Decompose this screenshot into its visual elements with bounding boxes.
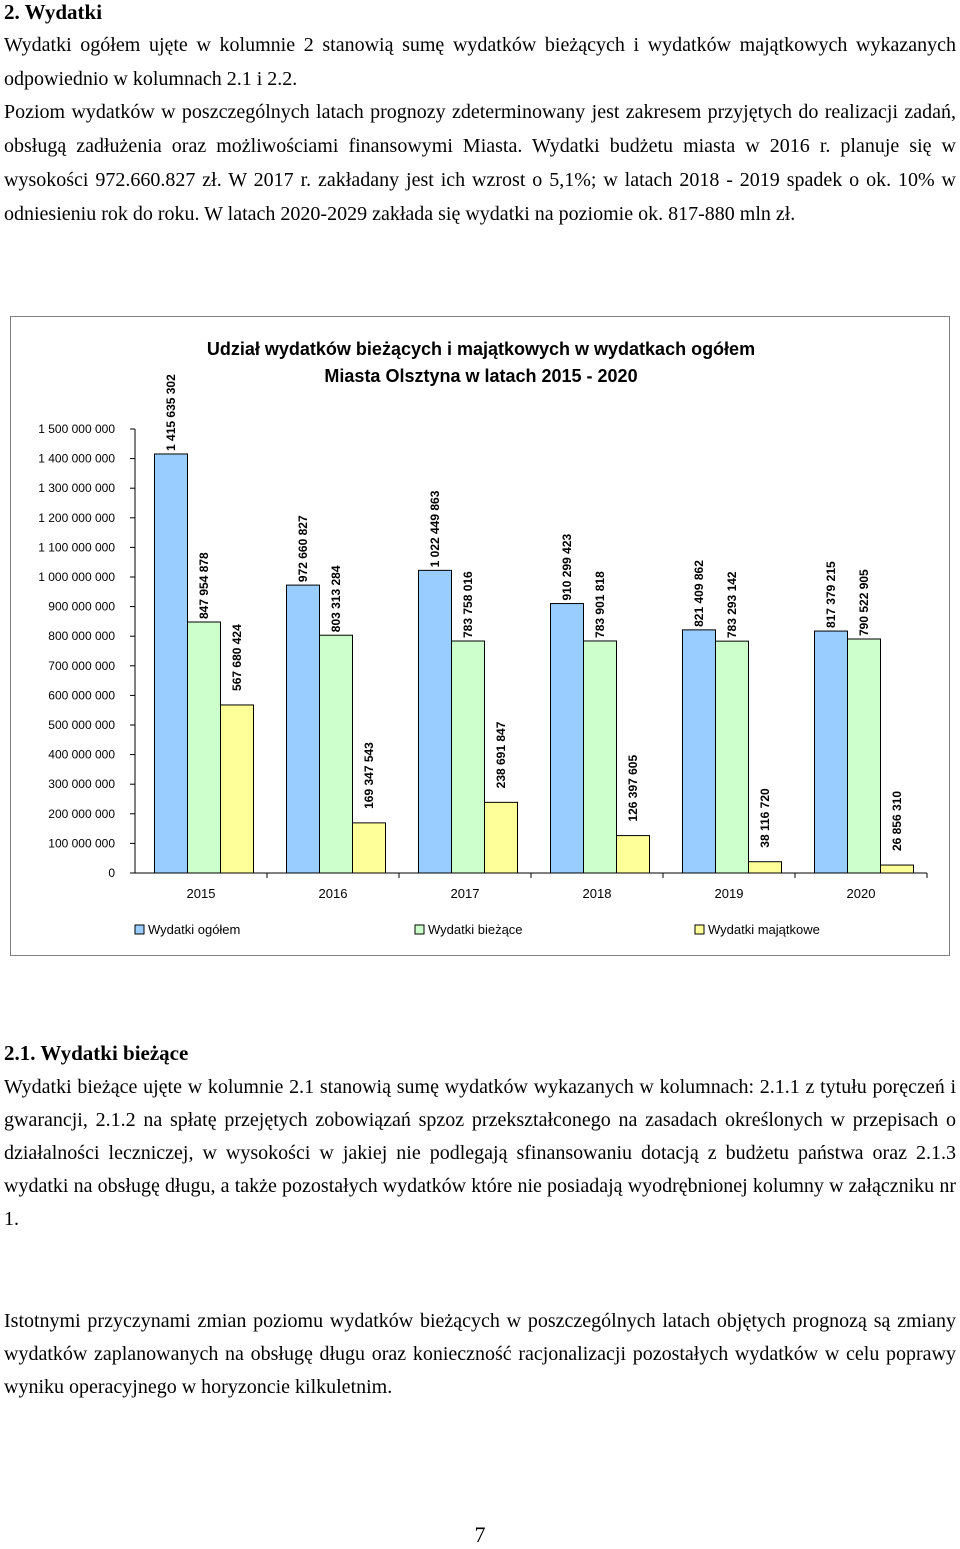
data-label: 38 116 720 (758, 788, 772, 848)
page-number: 7 (474, 1522, 486, 1547)
data-label: 910 299 423 (560, 533, 574, 601)
bar (749, 862, 782, 873)
bar (188, 622, 221, 873)
legend-label: Wydatki ogółem (148, 922, 241, 937)
x-tick-label: 2017 (450, 886, 480, 901)
section-heading: 2. Wydatki (4, 0, 103, 24)
chart-title: Udział wydatków bieżących i majątkowych w wydatkach ogółem (206, 339, 756, 359)
y-tick-label: 100 000 000 (48, 836, 115, 851)
bar (716, 641, 749, 873)
data-label: 817 379 215 (824, 561, 838, 629)
paragraph-expenditure-definition: Wydatki ogółem ujęte w kolumnie 2 stanowią sumę wydatków bieżących i wydatków majątkowych wykazanych odpowiednio w kolumnach 2.1 i 2.2. (4, 34, 956, 90)
data-label: 238 691 847 (494, 721, 508, 789)
data-label: 1 022 449 863 (428, 490, 442, 568)
chart-canvas (11, 317, 951, 957)
y-tick-label: 700 000 000 (48, 658, 115, 673)
data-label: 972 660 827 (296, 515, 310, 583)
data-label: 783 293 142 (725, 571, 739, 639)
x-tick-label: 2020 (846, 886, 876, 901)
y-tick-label: 1 500 000 000 (38, 422, 115, 436)
y-tick-label: 200 000 000 (48, 806, 115, 821)
data-label: 169 347 543 (362, 742, 376, 809)
paragraph-expenditure-forecast: Poziom wydatków w poszczególnych latach prognozy zdeterminowany jest zakresem przyjętych do realizacji zadań, obsługą zadłużenia oraz możliwościami finansowymi Miasta. Wydatki budżetu miasta w 2016 r. planuje się w wysokości 972.660.827 zł. W 2017 r. zakładany jest ich wzrost o 5,1%; w latach 2018 - 2019 spadek o ok. 10% w odniesieniu rok do roku. W latach 2020-2029 zakłada się wydatki na poziomie ok. 817-880 mln zł. (4, 101, 956, 225)
legend-swatch (415, 925, 424, 934)
bar (881, 865, 914, 873)
y-tick-label: 1 300 000 000 (38, 481, 115, 496)
x-tick-label: 2018 (582, 886, 612, 901)
data-label: 567 680 424 (230, 624, 244, 691)
bar (353, 823, 386, 873)
expenditure-chart (10, 316, 950, 956)
bar (815, 631, 848, 873)
y-tick-label: 1 200 000 000 (38, 510, 115, 525)
bar (584, 641, 617, 873)
y-tick-label: 1 100 000 000 (38, 540, 115, 555)
data-label: 783 901 818 (593, 571, 607, 638)
y-tick-label: 300 000 000 (48, 777, 115, 792)
legend-swatch (135, 925, 144, 934)
y-tick-label: 800 000 000 (48, 629, 115, 644)
x-tick-label: 2019 (714, 886, 744, 901)
data-label: 803 313 284 (329, 565, 343, 633)
y-tick-label: 0 (108, 866, 115, 880)
data-label: 1 415 635 302 (164, 374, 178, 451)
bar (485, 802, 518, 873)
data-label: 821 409 862 (692, 560, 706, 627)
data-label: 783 758 016 (461, 571, 475, 639)
bar (551, 604, 584, 873)
bar (848, 639, 881, 873)
y-tick-label: 900 000 000 (48, 599, 115, 614)
bar (155, 454, 188, 873)
bar (320, 635, 353, 873)
y-tick-label: 400 000 000 (48, 747, 115, 762)
y-tick-label: 600 000 000 (48, 688, 115, 703)
bar (617, 836, 650, 873)
y-tick-label: 1 400 000 000 (38, 451, 115, 466)
paragraph-current-expenditure-definition: Wydatki bieżące ujęte w kolumnie 2.1 stanowią sumę wydatków wykazanych w kolumnach: 2.1.1 z tytułu poręczeń i gwarancji, 2.1.2 na spłatę przejętych zobowiązań spzoz przekształconego na zasadach określonych w przepisach o działalności leczniczej, w wysokości w jakiej nie podlegają sfinansowaniu dotacją z budżetu państwa oraz 2.1.3 wydatki na obsługę długu, a także pozostałych wydatków które nie posiadają wyodrębnionej kolumny w załączniku nr 1. (4, 1076, 956, 1230)
paragraph-current-expenditure-reasons: Istotnymi przyczynami zmian poziomu wydatków bieżących w poszczególnych latach objętych prognozą są zmiany wydatków zaplanowanych na obsługę długu oraz konieczność racjonalizacji pozostałych wydatków w celu poprawy wyniku operacyjnego w horyzoncie kilkuletnim. (4, 1310, 956, 1398)
legend-swatch (695, 925, 704, 934)
x-tick-label: 2015 (186, 886, 216, 901)
bar (221, 705, 254, 873)
data-label: 26 856 310 (890, 790, 904, 852)
legend-label: Wydatki bieżące (428, 922, 523, 937)
y-tick-label: 1 000 000 000 (38, 570, 115, 584)
legend-label: Wydatki majątkowe (708, 922, 820, 937)
chart-subtitle: Miasta Olsztyna w latach 2015 - 2020 (324, 366, 638, 386)
bar (452, 641, 485, 873)
data-label: 847 954 878 (197, 552, 211, 620)
bar (683, 630, 716, 873)
x-tick-label: 2016 (318, 886, 348, 901)
bar (419, 570, 452, 873)
bar (287, 585, 320, 873)
data-label: 126 397 605 (626, 754, 640, 822)
y-tick-label: 500 000 000 (48, 718, 115, 732)
data-label: 790 522 905 (857, 569, 871, 637)
subsection-heading: 2.1. Wydatki bieżące (4, 1041, 189, 1065)
